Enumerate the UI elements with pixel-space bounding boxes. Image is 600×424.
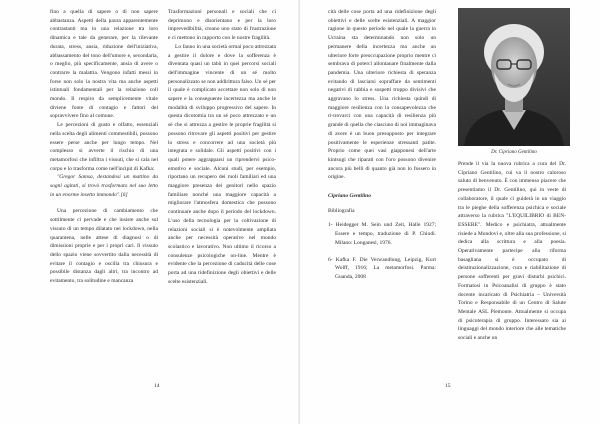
- page-number-left: 14: [154, 383, 160, 389]
- paragraph: Lo fanno in una società ormai poco attrezzata a gestire il dolore e dove la sofferenza è diventata quasi un tabù in quei percorsi sociali dell'immagine vincente di un sé molto personalizzato se non addirittura falso. Un sé per il quale è complicato accettare non solo di non sapere e la conseguente incertezza ma anche le modalità di sviluppo progressivo del sapere. In questa dicotomia tra un sé poco attrezzato e un sé che si attrezza a gestire le proprie fragilità si possono ritrovare gli aspetti positivi per gestire lo stress e concorrere ad una società più integrata e solidale. Gli aspetti positivi con i quali potere aggrapparsi un riprendervi psico-emotivo e sociale. Alcuni studi, per esempio, riportano un recupero dei ruoli familiari ed una maggiore presenza dei genitori nello spazio familiare nonché una maggiore capacità a migliorare l'atmosfera domestica che possono continuare anche dopo il periodo del lockdown. L'uso della tecnologia per la coltivazione di relazioni sociali si è notevolmente ampliata anche per necessità operative nel mondo scolastico e lavorativo. Non ultimo il ricorso a consulenze psicologiche on-line. Mentre è evidente che la percezione di caducità delle cose porta ad una ridefinizione degli obiettivi e delle scelte esistenziali.: [168, 43, 276, 285]
- paragraph: cità delle cose porta ad una ridefinizione degli obiettivi e delle scelte esistenziali. A maggior ragione in questo periodo nel quale la guerra in Ucraina sta determinando non solo un permanere della incertezza ma anche un ulteriore forte preoccupazione proprio mentre ci sembrava di poterci allontanare finalmente dalla pandemia. Una ulteriore richiesta di speranza evitando di lasciarsi sopraffare da sentimenti negativi di rabbia e sospetti troppo divisivi che aggravano lo stress. Una richiesta quindi di maggiore resilienza con la consapevolezza che ri-trovarci con una capacità di resilienza più grande di quella che ciascuno di noi immaginava di avere è un buon presupposto per integrare positivamente le esperienze stressanti patite. Proprio come quei vasi giapponesi dell'arte kintsugi che riparati con l'oro possono divenire ancora più belli di quanto già non lo fossero in origine.: [328, 9, 436, 181]
- paragraph: fino a quella di sapere o di non sapere abbastanza. Aspetti della paura apparentemente contrastanti ma in una relazione tra loro dinamica e tale da generare, per la rilevante durata, stress, ansia, riduzione dell'iniziativa, abbassamento del tono dell'umore e, secondaria, o meglio, più specificamente, ansia di avere o contrarre la malattia. Vengono infatti messi in forse non solo la nostra vita ma anche aspetti istintuali fondamentali per la relazione coll mondo. Il respiro da semplicemente vitale diviene fonte di contagio e fattori del sopravvivere fino al comune.: [50, 9, 158, 120]
- paragraph: Una percezione di cambiamento che sottilmente ci pervade e che insiste anche sul vissuto di un tempo dilatato nei lockdown, nella quarantena, nelle attese di diagnosi o di dimissioni proprie e per i propri cari. Il vissuto dello spazio viene sovvertito dalla necessità di evitare il contagio e oscilla tra chiusura e possibile distanza dagli altri, tra incontro ad evitamento, tra solitudine e mancanza: [50, 208, 158, 285]
- right-page: [300, 0, 600, 424]
- right-column-2: [458, 160, 566, 390]
- photo-caption: Dr. Cipriano Gentilino: [491, 150, 537, 155]
- portrait-image: [458, 8, 570, 146]
- right-column-1: [328, 8, 436, 368]
- paragraph: Trasformazioni personali e sociali che ci deprimono e disorientano e per la loro imprevedibilità, creano uno stato di frustrazione e ci mettono in rapporto con le nostre fragilità.: [168, 9, 276, 42]
- author-name: Cipriano Gentilino: [328, 193, 371, 200]
- paragraph: Prende il via la nuova rubrica a cura del Dr. Cipriano Gentilino, cui va il nostro caloroso saluto di benvenuto. È con immenso piacere che presentiamo il Dr. Gentilino, qui in veste di collaboratore, il quale ci guiderà in un viaggio tra le pieghe della sofferenza psichica e sociale attraverso la rubrica "L'EQUILIBRIO di BEN-ESSERE". Medico e psichiatra, attualmente risiede a Mondovì e, oltre alla sua professione, si dedica alla scrittura e alla poesia. Operativamente partecipe alla riforma basagliana si è occupato di deistituzionalizzazione, cura e riabilitazione di persone sofferenti per gravi disturbi psichici. Formatosi in Psicoanalisi di gruppo è stato docente incaricato di Psichiatria – Università Torino e Responsabile di un Centro di Salute Mentale ASL Piemonte. Attualmente si occupa di psicoterapia di gruppo. Interessato sia ai linguaggi del mondo interiore che alle tematiche sociali e anche un: [458, 161, 566, 342]
- left-column-1: [50, 8, 158, 368]
- bibliography-heading: Bibliografia: [328, 207, 355, 214]
- paragraph: Le percezioni di gusto e olfatto, essenziali nella scelta degli alimenti commestibili, possono essere perse anche per lungo tempo. Nel complesso si avverte il rischio di una metamorfosi che infiltra i vissuti, che si cala nel corpo e lo trasforma come nell'incipit di Kafka:: [50, 122, 158, 172]
- quote-paragraph: "Gregor Samsa, destandosi un mattino da sogni agitati, si trovò trasformato nel suo letto in un enorme insetto immondo".[6]: [50, 174, 158, 198]
- author-photo: [458, 8, 570, 146]
- page-number-right: 15: [445, 383, 451, 389]
- bibliography-entry: 1- Heidegger M. Sein und Zeit, Halle 1927; Essere e tempo, traduzione di P. Chiodi. Milano: Longanesi, 1976.: [328, 222, 436, 246]
- bibliography-entry: 6- Kafka F. Die Verwandlung, Leipzig, Kurt Wolff, 1916; La metamorfosi. Parma: Guanda, 2008: [328, 256, 436, 280]
- left-column-2: [168, 8, 276, 368]
